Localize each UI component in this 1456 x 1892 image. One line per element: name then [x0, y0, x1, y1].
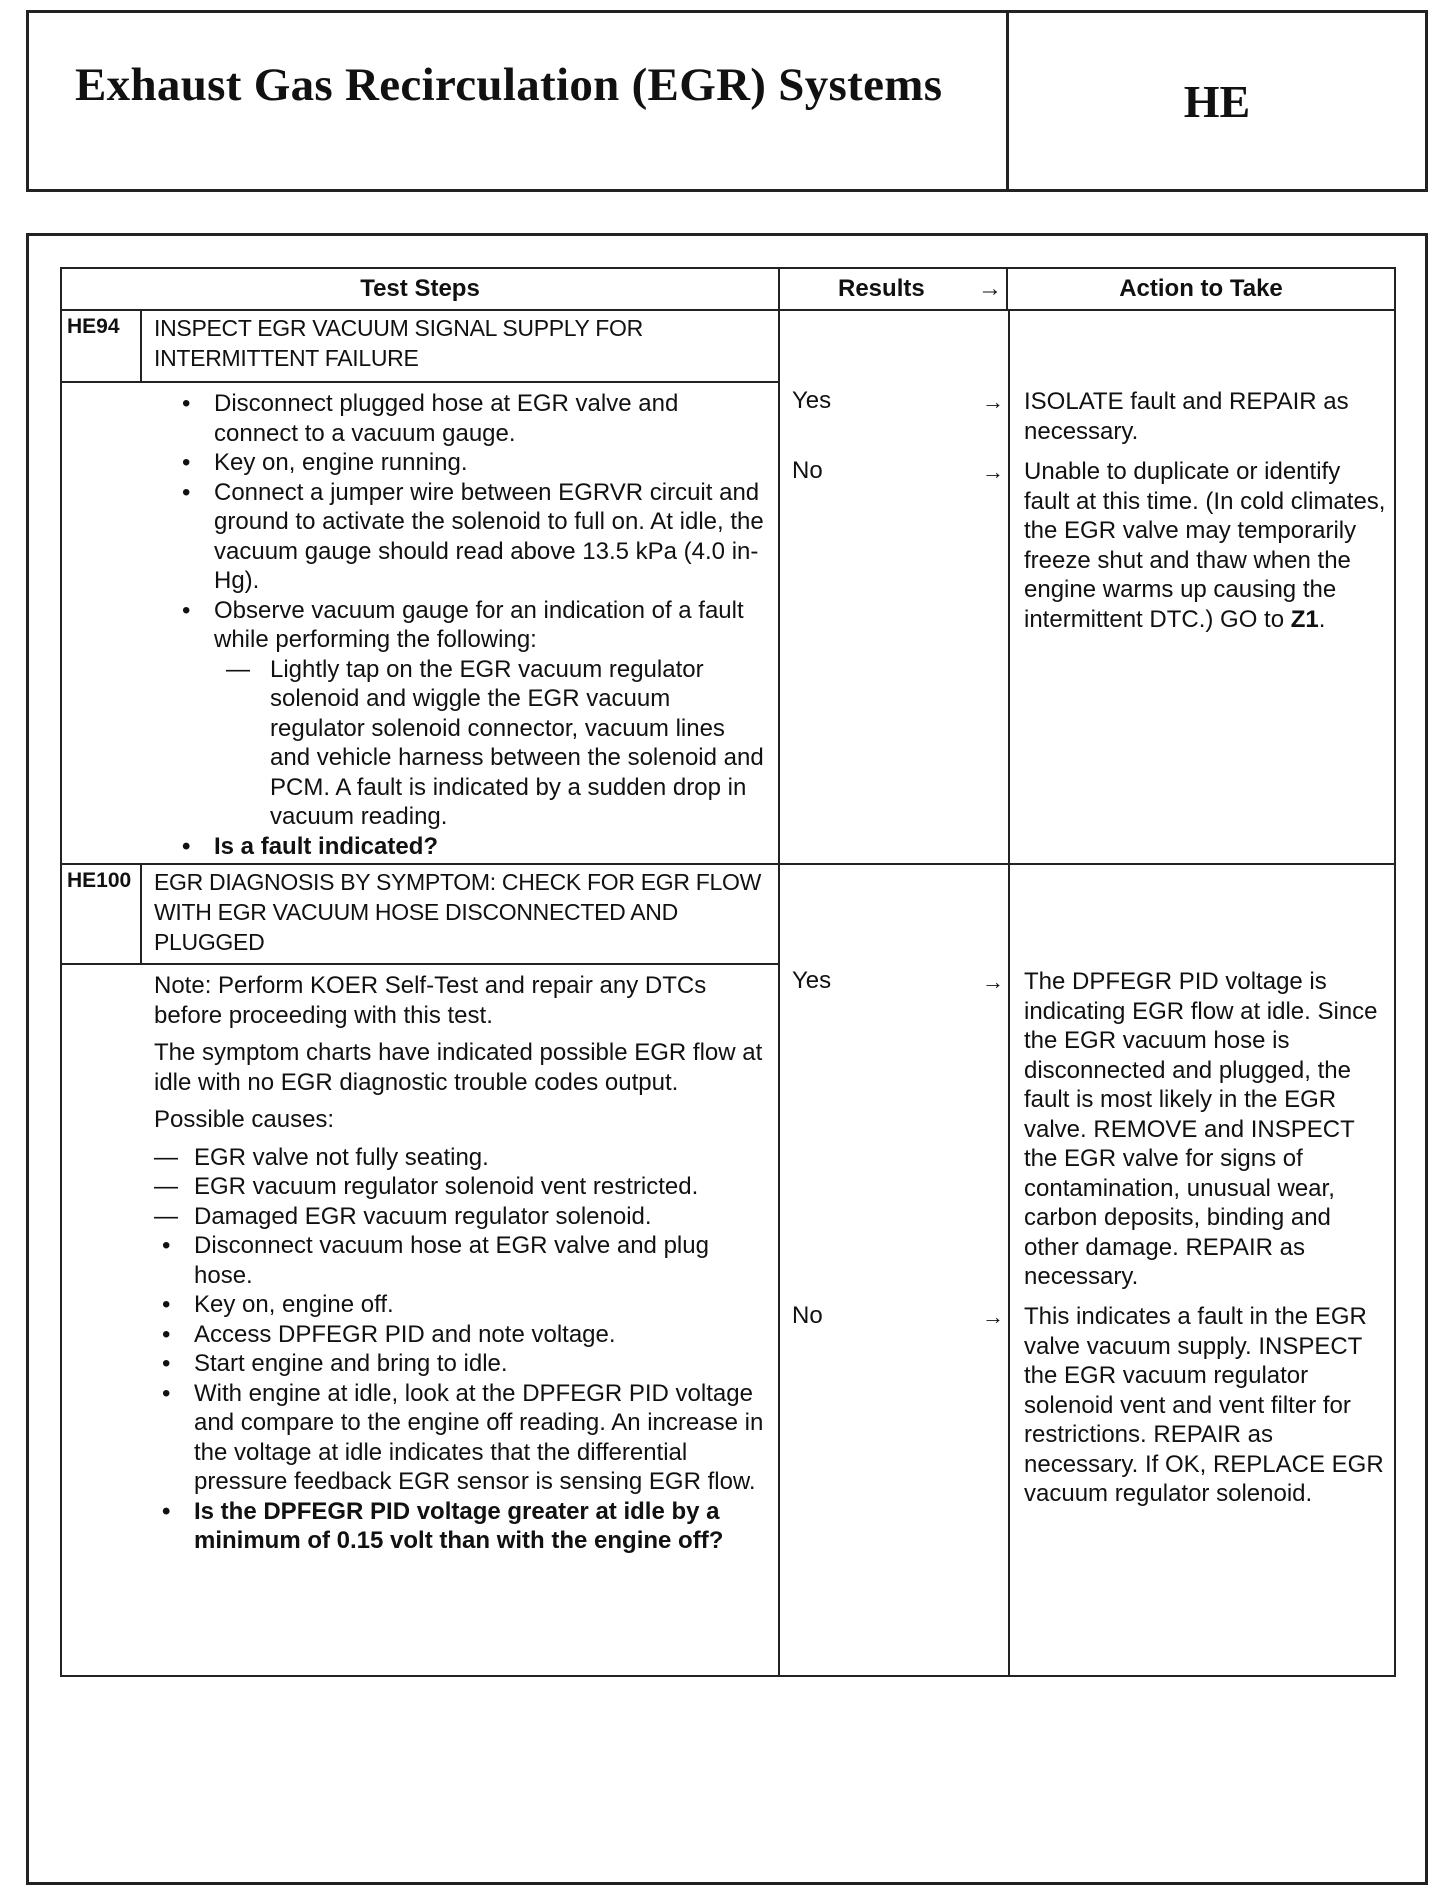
arrow-icon: → [982, 389, 1004, 414]
header-test-steps: Test Steps [62, 269, 780, 309]
step-question: • Is a fault indicated? [174, 832, 768, 862]
page-header [26, 10, 1428, 192]
step-bullet: • Key on, engine running. [174, 448, 768, 478]
result-yes: Yes [792, 967, 832, 994]
step-bullet: • With engine at idle, look at the DPFEGR PID voltage and compare to the engine off reading. An increase in the voltage at idle indicates that the differential pressure feedback EGR sensor is sensing EGR flow. [154, 1379, 768, 1497]
action-yes: ISOLATE fault and REPAIR as necessary. [1024, 388, 1349, 445]
step-bullet: • Disconnect vacuum hose at EGR valve and plug hose. [154, 1231, 768, 1290]
arrow-icon: → [982, 969, 1004, 994]
action-cell [1010, 311, 1394, 863]
step-body [62, 965, 778, 1562]
step-heading [62, 865, 778, 965]
header-results-label: Results [838, 275, 925, 302]
step-bullet: • Key on, engine off. [154, 1290, 768, 1320]
action-no: This indicates a fault in the EGR valve vacuum supply. INSPECT the EGR vacuum regulator solenoid vent and vent filter for restrictions. REPAIR as necessary. If OK, REPLACE EGR vacuum regulator solenoid. [1024, 1303, 1384, 1507]
step-heading [62, 311, 778, 383]
step-id: HE94 [62, 311, 142, 381]
header-action: Action to Take [1119, 275, 1283, 302]
results-cell [780, 865, 1010, 1675]
cause-item: — EGR vacuum regulator solenoid vent restricted. [154, 1172, 768, 1202]
step-title: EGR DIAGNOSIS BY SYMPTOM: CHECK FOR EGR FLOW WITH EGR VACUUM HOSE DISCONNECTED AND PLUGGED [154, 869, 762, 955]
step-question: • Is the DPFEGR PID voltage greater at idle by a minimum of 0.15 volt than with the engine off? [154, 1497, 768, 1556]
cause-item: — Damaged EGR vacuum regulator solenoid. [154, 1202, 768, 1232]
arrow-icon: → [982, 1304, 1004, 1329]
action-no-text: Unable to duplicate or identify fault at this time. (In cold climates, the EGR valve may temporarily freeze shut and thaw when the engine warms up causing the intermittent DTC.) GO to [1024, 458, 1386, 633]
result-yes: Yes [792, 387, 832, 414]
step-note: Note: Perform KOER Self-Test and repair any DTCs before proceeding with this test. [154, 972, 707, 1029]
header-results [780, 269, 1008, 309]
section-code: HE [1183, 75, 1251, 127]
step-intro: The symptom charts have indicated possible EGR flow at idle with no EGR diagnostic trouble codes output. [154, 1039, 763, 1096]
step-bullet: • Disconnect plugged hose at EGR valve and connect to a vacuum gauge. [174, 389, 768, 448]
action-yes: The DPFEGR PID voltage is indicating EGR flow at idle. Since the EGR vacuum hose is disconnected and plugged, the fault is most likely in the EGR valve. REMOVE and INSPECT the EGR valve for signs of contamination, unusual wear, carbon deposits, binding and other damage. REPAIR as necessary. [1024, 968, 1378, 1290]
action-no [1024, 457, 1392, 634]
test-steps-cell [62, 865, 780, 1675]
table-header-row [62, 269, 1394, 311]
step-bullet: • Observe vacuum gauge for an indication of a fault while performing the following: [174, 596, 768, 655]
step-bullet: • Connect a jumper wire between EGRVR circuit and ground to activate the solenoid to full on. At idle, the vacuum gauge should read above 13.5 kPa (4.0 in-Hg). [174, 478, 768, 596]
causes-label: Possible causes: [154, 1106, 335, 1133]
page-title: Exhaust Gas Recirculation (EGR) Systems [75, 59, 943, 111]
step-body [62, 383, 778, 867]
result-no: No [792, 457, 823, 484]
arrow-icon: → [982, 459, 1004, 484]
step-bullet: • Start engine and bring to idle. [154, 1349, 768, 1379]
test-row-he100 [62, 865, 1394, 1675]
cause-item: — EGR valve not fully seating. [154, 1143, 768, 1173]
results-cell [780, 311, 1010, 863]
step-sub-item: — Lightly tap on the EGR vacuum regulator solenoid and wiggle the EGR vacuum regulator solenoid connector, vacuum lines and vehicle harness between the solenoid and PCM. A fault is indicated by a sudden drop in vacuum reading. [174, 655, 768, 832]
test-steps-cell [62, 311, 780, 863]
diagnostic-table [60, 267, 1396, 1677]
step-bullet: • Access DPFEGR PID and note voltage. [154, 1320, 768, 1350]
action-no-end: . [1318, 605, 1326, 633]
step-title: INSPECT EGR VACUUM SIGNAL SUPPLY FOR INTERMITTENT FAILURE [154, 315, 643, 371]
arrow-icon: → [978, 275, 1002, 302]
step-id: HE100 [62, 865, 142, 963]
test-row-he94 [62, 311, 1394, 865]
action-cell [1010, 865, 1394, 1675]
action-ref-link: Z1 [1290, 605, 1319, 633]
result-no: No [792, 1302, 823, 1329]
